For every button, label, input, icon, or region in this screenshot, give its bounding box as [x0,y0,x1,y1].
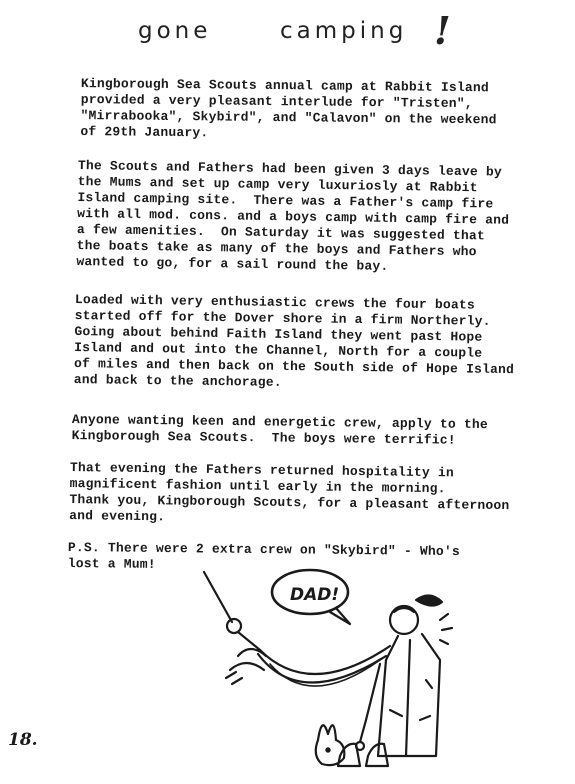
page-number: 18. [8,730,38,750]
paragraph-sail: Loaded with very enthusiastic crews the four boats started off for the Dover shore in a firm Northerly. Going about behind Faith Island they went past Hope Island and out into the Channel, North for a couple of miles and then back on the South side of Hope Island and back to the anchorage. [73,292,515,390]
title-word-camping: camping [280,18,408,44]
title-exclamation: ! [434,8,455,53]
page-title [0,8,575,54]
paragraph-scouts-fathers: The Scouts and Fathers had been given 3 days leave by the Mums and set up camp very luxuriosly at Rabbit Island camping site. There was a Father's camp fire with all mod. cons. and a boys camp with camp fire and a few amenities. On Saturday it was suggested that the boats take as many of the boys and Fathers who wanted to go, for a sail round the bay. [76,158,510,274]
paragraph-camp-intro: Kingborough Sea Scouts annual camp at Rabbit Island provided a very pleasant interlude for "Tristen", "Mirrabooka", Skybird", and "Calavon" on the weekend of 29th January. [80,76,497,141]
cartoon-man-in-hammock-icon [190,560,460,784]
paragraph-crew: Anyone wanting keen and energetic crew, apply to the Kingborough Sea Scouts. The boys were terrific! [71,412,489,448]
title-word-gone: gone [138,18,212,44]
paragraph-postscript: P.S. There were 2 extra crew on "Skybird" - Who's lost a Mum! [67,540,461,572]
paragraph-evening: That evening the Fathers returned hospitality in magnificent fashion until early in the morning. Thank you, Kingborough Scouts, for a pleasant afternoon and evening. [69,460,510,525]
speech-bubble-text: DAD! [290,585,340,605]
